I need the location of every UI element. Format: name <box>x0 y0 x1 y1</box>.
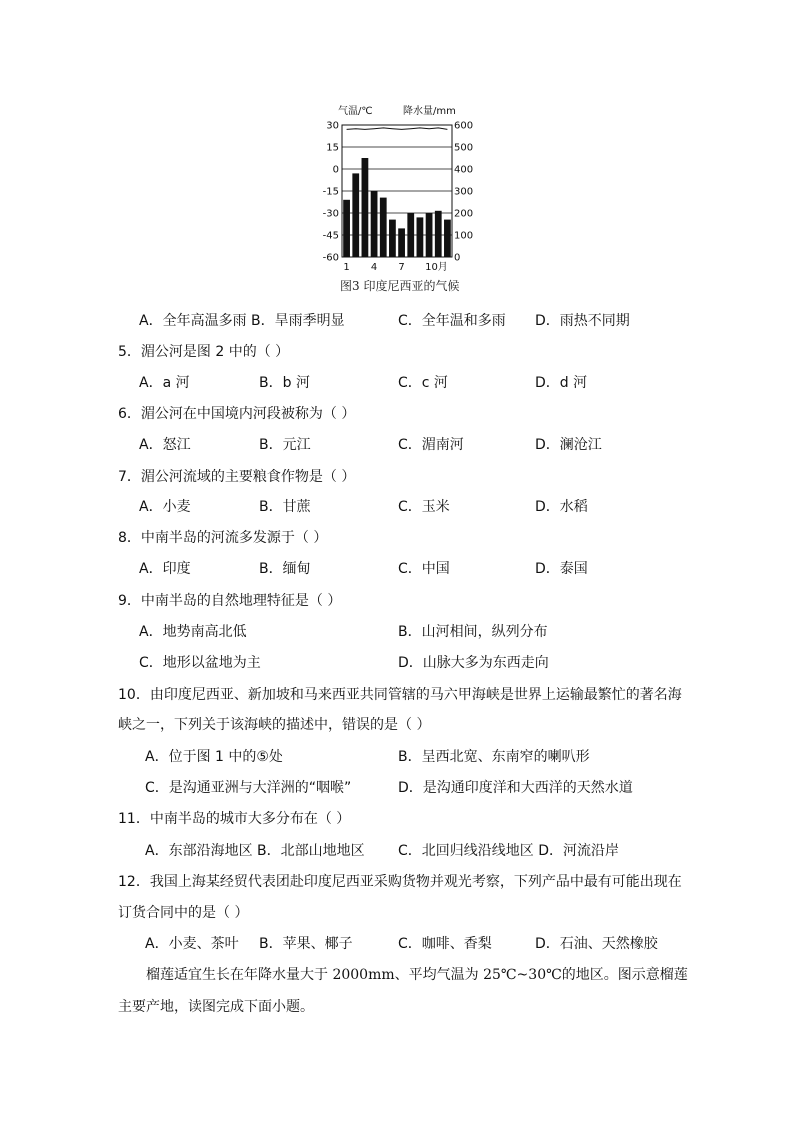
question-line: B．山河相间，纵列分布 <box>398 624 548 640</box>
question-line: A．小麦、茶叶 <box>145 936 239 952</box>
precipitation-bar <box>362 158 369 257</box>
left-tick-label: -30 <box>322 208 339 220</box>
climate-chart-figure <box>320 100 480 300</box>
right-tick-label: 500 <box>454 142 474 154</box>
x-tick-label: 4 <box>370 262 378 273</box>
question-line: C．全年温和多雨 <box>398 313 506 329</box>
question-line: C．c 河 <box>398 375 448 391</box>
climate-chart <box>320 100 480 280</box>
question-line: C．玉米 <box>398 499 450 515</box>
question-line: 5．湄公河是图 2 中的（ ） <box>118 344 290 360</box>
question-line: 主要产地，读图完成下面小题。 <box>118 999 314 1015</box>
question-line: D．泰国 <box>535 561 588 577</box>
right-tick-label: 600 <box>454 120 474 132</box>
question-line: 12．我国上海某经贸代表团赴印度尼西亚采购货物并观光考察，下列产品中最有可能出现在 <box>118 874 682 890</box>
question-line: C．是沟通亚洲与大洋洲的“咽喉” <box>145 780 352 796</box>
question-line: D．d 河 <box>535 375 588 391</box>
left-tick-label: 0 <box>332 164 339 176</box>
x-tick-label: 7 <box>398 262 405 273</box>
question-line: D．山脉大多为东西走向 <box>398 655 549 671</box>
precipitation-bar <box>444 220 451 257</box>
question-line: A．全年高温多雨 B．旱雨季明显 <box>139 313 345 329</box>
question-line: 榴莲适宜生长在年降水量大于 2000mm、平均气温为 25℃~30℃的地区。图示意榴莲 <box>146 967 688 983</box>
question-line: D．是沟通印度洋和大西洋的天然水道 <box>398 780 633 796</box>
question-line: 6．湄公河在中国境内河段被称为（ ） <box>118 406 356 422</box>
right-tick-label: 200 <box>454 208 474 220</box>
question-line: B．缅甸 <box>259 561 311 577</box>
question-line: B．甘蔗 <box>259 499 311 515</box>
question-line: 9．中南半岛的自然地理特征是（ ） <box>118 593 342 609</box>
question-line: A．a 河 <box>139 375 190 391</box>
precipitation-bar <box>380 198 387 257</box>
question-line: 8．中南半岛的河流多发源于（ ） <box>118 530 328 546</box>
question-line: B．呈西北宽、东南窄的喇叭形 <box>398 749 590 765</box>
question-line: 11．中南半岛的城市大多分布在（ ） <box>118 811 351 827</box>
precipitation-bar <box>435 211 442 257</box>
left-tick-label: -15 <box>322 186 339 198</box>
precipitation-bar <box>389 220 396 257</box>
right-axis-unit: 降水量/mm <box>403 106 456 117</box>
x-tick-label: 1 <box>343 262 350 273</box>
right-tick-label: 400 <box>454 164 474 176</box>
precipitation-bar <box>417 217 424 257</box>
x-tick-label: 10月 <box>425 262 448 273</box>
left-axis-unit: 气温/℃ <box>338 106 373 117</box>
question-line: C．地形以盆地为主 <box>139 655 261 671</box>
question-line: D．澜沧江 <box>535 437 602 453</box>
question-line: D．水稻 <box>535 499 588 515</box>
temperature-line <box>347 128 448 129</box>
question-line: C．湄南河 <box>398 437 464 453</box>
right-tick-label: 100 <box>454 230 474 242</box>
question-line: B．苹果、椰子 <box>259 936 353 952</box>
question-line: D．石油、天然橡胶 <box>535 936 658 952</box>
question-line: 峡之一，下列关于该海峡的描述中，错误的是（ ） <box>118 717 431 733</box>
question-line: C．中国 <box>398 561 450 577</box>
right-tick-label: 0 <box>454 252 461 264</box>
left-tick-label: -60 <box>322 252 339 264</box>
precipitation-bar <box>407 213 414 257</box>
question-line: A．地势南高北低 <box>139 624 247 640</box>
question-line: 7．湄公河流域的主要粮食作物是（ ） <box>118 469 356 485</box>
question-line: B．b 河 <box>259 375 310 391</box>
precipitation-bar <box>343 200 350 257</box>
left-tick-label: 15 <box>326 142 339 154</box>
question-line: A．东部沿海地区 B．北部山地地区 <box>145 843 365 859</box>
figure-caption: 图3 印度尼西亚的气候 <box>340 279 460 293</box>
question-line: C．咖啡、香梨 <box>398 936 492 952</box>
question-line: A．小麦 <box>139 499 191 515</box>
right-tick-label: 300 <box>454 186 474 198</box>
precipitation-bar <box>398 228 405 257</box>
question-line: A．怒江 <box>139 437 191 453</box>
left-tick-label: -45 <box>322 230 339 242</box>
precipitation-bar <box>371 191 378 257</box>
left-tick-label: 30 <box>326 120 339 132</box>
question-line: 10．由印度尼西亚、新加坡和马来西亚共同管辖的马六甲海峡是世界上运输最繁忙的著名海 <box>118 687 682 703</box>
question-line: B．元江 <box>259 437 311 453</box>
precipitation-bar <box>426 213 433 257</box>
question-line: A．位于图 1 中的⑤处 <box>145 749 283 765</box>
precipitation-bar <box>352 173 359 257</box>
question-line: C．北回归线沿线地区 D．河流沿岸 <box>398 843 620 859</box>
question-line: 订货合同中的是（ ） <box>118 905 249 921</box>
question-line: A．印度 <box>139 561 191 577</box>
question-line: D．雨热不同期 <box>535 313 630 329</box>
